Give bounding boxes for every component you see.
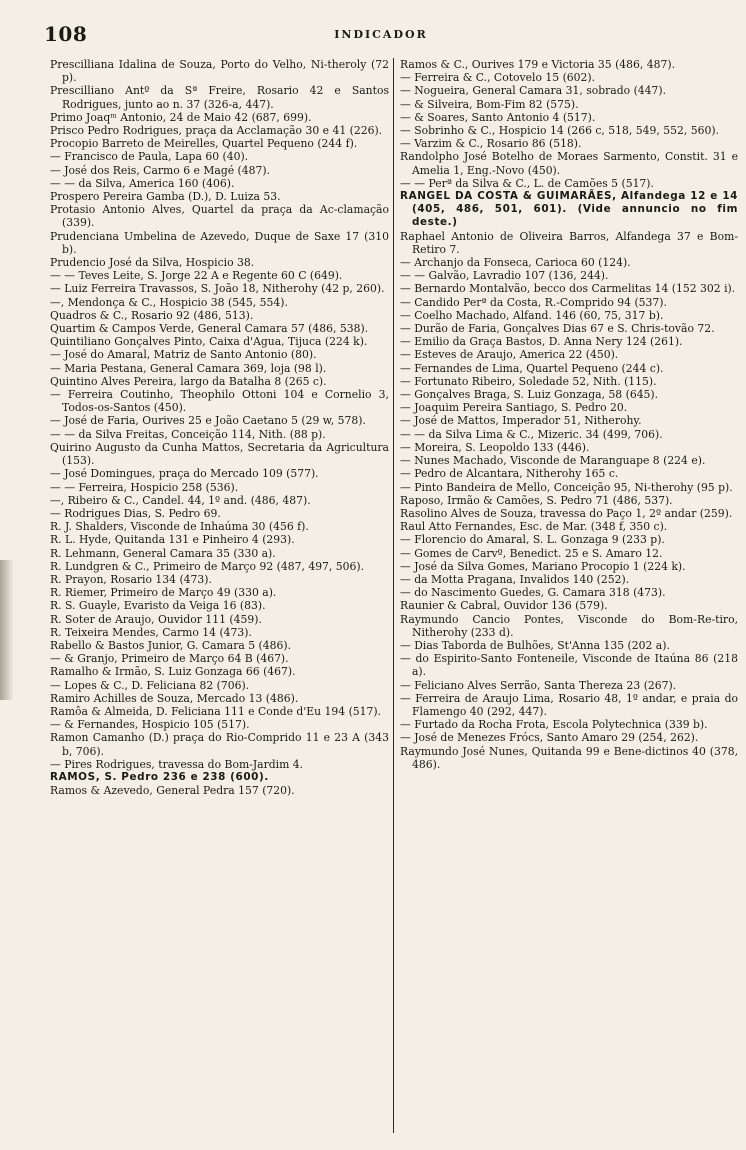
directory-entry: Primo Joaqᵐ Antonio, 24 de Maio 42 (687, 699). [50, 110, 312, 124]
directory-entry: — José de Menezes Frócs, Santo Amaro 29 (254, 262). [400, 731, 699, 745]
directory-entry: — Joaquim Pereira Santiago, S. Pedro 20. [400, 401, 628, 415]
directory-entry: — Durão de Faria, Gonçalves Dias 67 e S. Chris-tovão 72. [400, 322, 715, 336]
directory-entry: Procopio Barreto de Meirelles, Quartel Pequeno (244 f). [50, 137, 358, 151]
directory-entry: Ramos & C., Ourives 179 e Victoria 35 (486, 487). [400, 58, 676, 71]
directory-entry: Ramos & Azevedo, General Pedra 157 (720). [50, 784, 295, 798]
directory-entry: — Ferreira de Araujo Lima, Rosario 48, 1º andar, e praia do Flamengo 40 (292, 447). [400, 691, 738, 718]
directory-entry: Ramôa & Almeida, D. Feliciana 111 e Conde d'Eu 194 (517). [50, 704, 382, 718]
binding-shadow [0, 560, 14, 700]
directory-entry: — — Ferreira, Hospicio 258 (536). [50, 480, 239, 494]
directory-entry: Raymundo José Nunes, Quitanda 99 e Bene-dictinos 40 (378, 486). [400, 744, 738, 771]
directory-entry: Quartim & Campos Verde, General Camara 57 (486, 538). [50, 322, 369, 336]
directory-entry: Raul Atto Fernandes, Esc. de Mar. (348 f, 350 c). [400, 520, 668, 534]
directory-entry: — do Nascimento Guedes, G. Camara 318 (473). [400, 586, 666, 600]
directory-entry: — Fernandes de Lima, Quartel Pequeno (244 c). [400, 361, 664, 375]
directory-entry: R. Prayon, Rosario 134 (473). [50, 572, 212, 586]
directory-entry: — Fortunato Ribeiro, Soledade 52, Nith. (115). [400, 374, 657, 388]
directory-entry: Prescilliana Idalina de Souza, Porto do Velho, Ni-theroly (72 p). [50, 58, 389, 85]
directory-entry: — Gonçalves Braga, S. Luiz Gonzaga, 58 (645). [400, 388, 659, 402]
directory-entry: Prudenciana Umbelina de Azevedo, Duque de Saxe 17 (310 b). [50, 229, 389, 256]
directory-entry: — — Perª da Silva & C., L. de Camões 5 (517). [400, 176, 654, 190]
directory-entry: — José de Mattos, Imperador 51, Nitherohy. [400, 414, 642, 428]
directory-entry: — — da Silva Lima & C., Mizeric. 34 (499, 706). [400, 427, 663, 441]
directory-entry: R. Riemer, Primeiro de Março 49 (330 a). [50, 586, 277, 600]
directory-entry: — — da Silva Freitas, Conceição 114, Nith. (88 p). [50, 427, 326, 441]
directory-entry: R. S. Guayle, Evaristo da Veiga 16 (83). [50, 599, 266, 613]
directory-entry: — Esteves de Araujo, America 22 (450). [400, 348, 619, 362]
directory-entry: R. Lehmann, General Camara 35 (330 a). [50, 546, 276, 560]
directory-entry: Quirino Augusto da Cunha Mattos, Secretaria da Agricultura (153). [50, 440, 389, 468]
directory-entry: — José Domingues, praça do Mercado 109 (577). [50, 467, 319, 481]
directory-entry: —, Mendonça & C., Hospicio 38 (545, 554). [50, 295, 288, 309]
directory-entry: — José dos Reis, Carmo 6 e Magé (487). [50, 163, 271, 177]
directory-entry: Raunier & Cabral, Ouvidor 136 (579). [400, 599, 608, 613]
directory-entry: Protasio Antonio Alves, Quartel da praça da Ac-clamação (339). [50, 203, 389, 230]
running-head: INDICADOR [334, 28, 428, 41]
directory-entry: — Pires Rodrigues, travessa do Bom-Jardim 4. [50, 757, 304, 771]
directory-entry: — & Silveira, Bom-Fim 82 (575). [400, 97, 579, 111]
directory-entry: Quadros & C., Rosario 92 (486, 513). [50, 308, 254, 322]
directory-entry: Quintino Alves Pereira, largo da Batalha 8 (265 c). [50, 374, 327, 388]
directory-entry: Ramiro Achilles de Souza, Mercado 13 (486). [50, 691, 299, 705]
directory-entry: — & Granjo, Primeiro de Março 64 B (467). [50, 652, 289, 666]
directory-entry: — Dias Taborda de Bulhões, St'Anna 135 (202 a). [400, 638, 670, 652]
directory-entry: — Candido Perª da Costa, R.-Comprido 94 (537). [400, 295, 667, 309]
directory-columns [50, 58, 738, 1133]
directory-entry: Rasolino Alves de Souza, travessa do Paço 1, 2º andar (259). [400, 506, 733, 520]
directory-entry: Rabello & Bastos Junior, G. Camara 5 (486). [50, 638, 292, 652]
directory-entry: — da Motta Pragana, Invalidos 140 (252). [400, 572, 630, 586]
directory-entry: — Emilio da Graça Bastos, D. Anna Nery 124 (261). [400, 335, 683, 349]
left-column [50, 58, 394, 1133]
directory-entry: — Pinto Bandeira de Mello, Conceição 95, Ni-therohy (95 p). [400, 480, 733, 494]
directory-entry: — — da Silva, America 160 (406). [50, 176, 235, 190]
directory-entry: — Bernardo Montalvão, becco dos Carmelitas 14 (152 302 i). [400, 282, 736, 296]
directory-entry: — & Soares, Santo Antonio 4 (517). [400, 110, 596, 124]
page-number: 108 [44, 22, 88, 46]
directory-entry: — Nunes Machado, Visconde de Maranguape 8 (224 e). [400, 454, 706, 468]
directory-entry: — Archanjo da Fonseca, Carioca 60 (124). [400, 256, 631, 270]
directory-entry: — Coelho Machado, Alfand. 146 (60, 75, 317 b). [400, 308, 664, 322]
directory-entry: — do Espirito-Santo Fonteneile, Visconde de Itaúna 86 (218 a). [400, 652, 738, 679]
directory-entry: — Francisco de Paula, Lapa 60 (40). [50, 150, 249, 164]
directory-entry: — José da Silva Gomes, Mariano Procopio 1 (224 k). [400, 559, 686, 573]
directory-entry: Raphael Antonio de Oliveira Barros, Alfandega 37 e Bom-Retiro 7. [400, 229, 738, 256]
directory-entry: — & Fernandes, Hospicio 105 (517). [50, 718, 250, 732]
directory-entry: — Florencio do Amaral, S. L. Gonzaga 9 (233 p). [400, 533, 665, 547]
directory-entry: — Luiz Ferreira Travassos, S. João 18, Nitherohy (42 p, 260). [50, 282, 385, 296]
directory-entry: — Nogueira, General Camara 31, sobrado (447). [400, 84, 667, 98]
directory-entry: — José de Faria, Ourives 25 e João Caetano 5 (29 w, 578). [50, 414, 366, 428]
directory-entry: — Rodrigues Dias, S. Pedro 69. [50, 506, 221, 520]
directory-entry: Quintiliano Gonçalves Pinto, Caixa d'Agua, Tijuca (224 k). [50, 335, 368, 349]
directory-entry: — Moreira, S. Leopoldo 133 (446). [400, 440, 590, 454]
directory-entry: Raposo, Irmão & Camões, S. Pedro 71 (486, 537). [400, 493, 673, 507]
directory-entry: — Lopes & C., D. Feliciana 82 (706). [50, 678, 250, 692]
directory-entry: RANGEL DA COSTA & GUIMARÃES, Alfandega 12 e 14 (405, 486, 501, 601). (Vide annuncio no fim deste.) [400, 190, 738, 229]
directory-entry: — Ferreira Coutinho, Theophilo Ottoni 104 e Cornelio 3, Todos-os-Santos (450). [50, 388, 389, 415]
directory-entry: — Varzim & C., Rosario 86 (518). [400, 137, 582, 151]
directory-entry: R. Lundgren & C., Primeiro de Março 92 (487, 497, 506). [50, 559, 365, 573]
directory-entry: Prescilliano Antº da Sª Freire, Rosario 42 e Santos Rodrigues, junto ao n. 37 (326-a, 447). [50, 84, 389, 111]
directory-entry: Prudencio José da Silva, Hospicio 38. [50, 256, 255, 270]
directory-entry: — Pedro de Alcantara, Nitherohy 165 c. [400, 467, 619, 481]
right-column [394, 58, 738, 1133]
directory-entry: Ramon Camanho (D.) praça do Rio-Comprido 11 e 23 A (343 b, 706). [50, 731, 389, 758]
directory-entry: Raymundo Cancio Pontes, Visconde do Bom-Re-tiro, Nitherohy (233 d). [400, 612, 738, 639]
directory-entry: — José do Amaral, Matriz de Santo Antonio (80). [50, 348, 317, 362]
directory-entry: R. Teixeira Mendes, Carmo 14 (473). [50, 625, 252, 639]
directory-entry: R. L. Hyde, Quitanda 131 e Pinheiro 4 (293). [50, 533, 295, 547]
directory-entry: R. J. Shalders, Visconde de Inhaúma 30 (456 f). [50, 520, 309, 534]
directory-entry: RAMOS, S. Pedro 236 e 238 (600). [50, 770, 269, 783]
directory-entry: Prospero Pereira Gamba (D.), D. Luiza 53. [50, 190, 281, 204]
directory-entry: —, Ribeiro & C., Candel. 44, 1º and. (486, 487). [50, 493, 311, 507]
directory-entry: — Ferreira & C., Cotovelo 15 (602). [400, 71, 596, 85]
directory-entry: R. Soter de Araujo, Ouvidor 111 (459). [50, 612, 262, 626]
directory-entry: — Furtado da Rocha Frota, Escola Polytechnica (339 b). [400, 718, 708, 732]
directory-entry: Ramalho & Irmão, S. Luiz Gonzaga 66 (467). [50, 665, 296, 679]
directory-entry: — — Galvão, Lavradio 107 (136, 244). [400, 269, 609, 283]
directory-entry: — Feliciano Alves Serrão, Santa Thereza 23 (267). [400, 678, 677, 692]
directory-entry: Prisco Pedro Rodrigues, praça da Acclamação 30 e 41 (226). [50, 124, 383, 138]
directory-entry: — Maria Pestana, General Camara 369, loja (98 l). [50, 361, 327, 375]
directory-entry: — — Teves Leite, S. Jorge 22 A e Regente 60 C (649). [50, 269, 343, 283]
page-header [44, 22, 718, 50]
directory-entry: Randolpho José Botelho de Moraes Sarmento, Constit. 31 e Amelia 1, Eng.-Novo (450). [400, 150, 738, 177]
directory-entry: — Sobrinho & C., Hospicio 14 (266 c, 518, 549, 552, 560). [400, 124, 719, 138]
directory-entry: — Gomes de Carvº, Benedict. 25 e S. Amaro 12. [400, 546, 663, 560]
